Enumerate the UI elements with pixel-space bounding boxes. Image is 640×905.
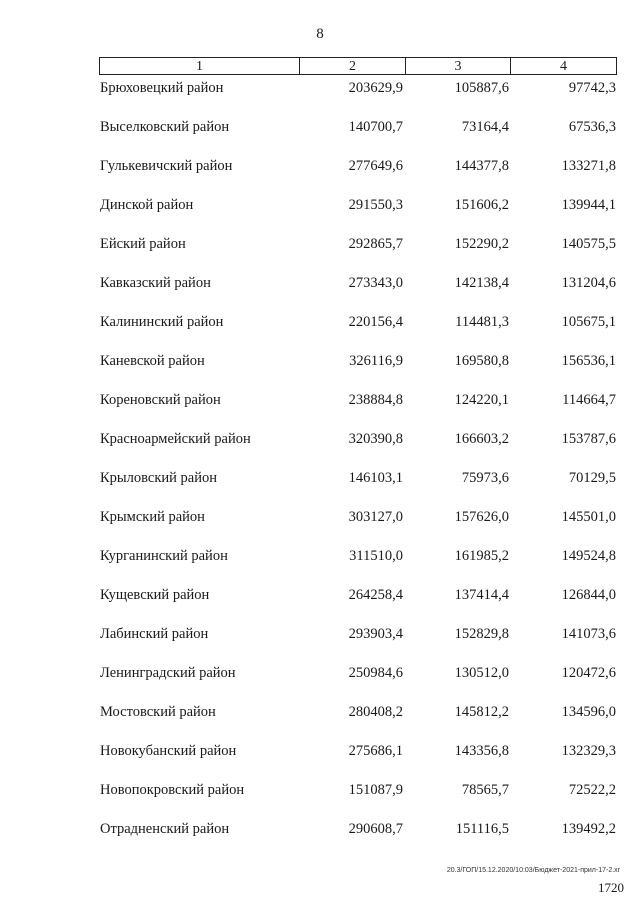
- value-col-4: 72522,2: [568, 782, 616, 798]
- value-col-4: 153787,6: [561, 431, 616, 447]
- value-col-2: 151087,9: [348, 782, 403, 798]
- table-row: [0, 197, 640, 236]
- value-col-3: 166603,2: [454, 431, 509, 447]
- value-col-4: 149524,8: [561, 548, 616, 564]
- table-row: [0, 587, 640, 626]
- value-col-4: 97742,3: [568, 80, 616, 96]
- value-col-2: 238884,8: [348, 392, 403, 408]
- district-name: Ленинградский район: [100, 665, 236, 681]
- table-row: [0, 665, 640, 704]
- value-col-4: 131204,6: [561, 275, 616, 291]
- table-row: [0, 314, 640, 353]
- value-col-3: 157626,0: [454, 509, 509, 525]
- district-name: Гулькевичский район: [100, 158, 233, 174]
- district-name: Новопокровский район: [100, 782, 245, 798]
- value-col-2: 290608,7: [348, 821, 403, 837]
- value-col-4: 145501,0: [561, 509, 616, 525]
- district-name: Мостовский район: [100, 704, 216, 720]
- table-row: [0, 782, 640, 821]
- value-col-2: 140700,7: [348, 119, 403, 135]
- column-header-1: 1: [196, 59, 203, 74]
- table-row: [0, 275, 640, 314]
- value-col-4: 133271,8: [561, 158, 616, 174]
- value-col-4: 114664,7: [562, 392, 616, 408]
- value-col-2: 293903,4: [348, 626, 403, 642]
- district-name: Крымский район: [100, 509, 205, 525]
- table-body: [0, 80, 640, 860]
- table-row: [0, 704, 640, 743]
- table-row: [0, 80, 640, 119]
- value-col-4: 140575,5: [561, 236, 616, 252]
- district-name: Выселковский район: [100, 119, 230, 135]
- table-row: [0, 119, 640, 158]
- value-col-2: 250984,6: [348, 665, 403, 681]
- column-header-4: 4: [510, 58, 616, 74]
- value-col-3: 152829,8: [454, 626, 509, 642]
- value-col-2: 203629,9: [348, 80, 403, 96]
- value-col-4: 141073,6: [561, 626, 616, 642]
- value-col-3: 75973,6: [461, 470, 509, 486]
- value-col-4: 132329,3: [561, 743, 616, 759]
- district-name: Кущевский район: [100, 587, 210, 603]
- value-col-4: 126844,0: [561, 587, 616, 603]
- value-col-2: 291550,3: [348, 197, 403, 213]
- value-col-3: 137414,4: [454, 587, 509, 603]
- sheet-number: 1720: [598, 880, 624, 895]
- value-col-4: 67536,3: [568, 119, 616, 135]
- value-col-4: 105675,1: [561, 314, 616, 330]
- value-col-3: 78565,7: [461, 782, 509, 798]
- table-row: [0, 509, 640, 548]
- district-name: Кавказский район: [100, 275, 211, 291]
- value-col-2: 277649,6: [348, 158, 403, 174]
- value-col-4: 156536,1: [561, 353, 616, 369]
- district-name: Лабинский район: [100, 626, 209, 642]
- value-col-3: 105887,6: [454, 80, 509, 96]
- value-col-3: 161985,2: [454, 548, 509, 564]
- value-col-3: 73164,4: [461, 119, 509, 135]
- district-name: Новокубанский район: [100, 743, 237, 759]
- value-col-3: 142138,4: [454, 275, 509, 291]
- district-name: Кореновский район: [100, 392, 221, 408]
- value-col-3: 143356,8: [454, 743, 509, 759]
- value-col-4: 139944,1: [561, 197, 616, 213]
- value-col-2: 320390,8: [348, 431, 403, 447]
- value-col-4: 139492,2: [561, 821, 616, 837]
- value-col-2: 280408,2: [348, 704, 403, 720]
- table-row: [0, 626, 640, 665]
- value-col-3: 124220,1: [454, 392, 509, 408]
- value-col-3: 145812,2: [454, 704, 509, 720]
- column-header-2: 2: [299, 58, 405, 74]
- value-col-4: 120472,6: [561, 665, 616, 681]
- table-header-row: [99, 57, 617, 75]
- document-code: 20.3/ГОП/15.12.2020/10:03/Бюджет-2021-прил-17-2.xr: [446, 867, 620, 874]
- value-col-2: 303127,0: [348, 509, 403, 525]
- value-col-2: 146103,1: [348, 470, 403, 486]
- value-col-2: 326116,9: [349, 353, 403, 369]
- value-col-2: 311510,0: [349, 548, 403, 564]
- value-col-4: 134596,0: [561, 704, 616, 720]
- value-col-3: 151606,2: [454, 197, 509, 213]
- table-row: [0, 743, 640, 782]
- value-col-4: 70129,5: [568, 470, 616, 486]
- table-row: [0, 431, 640, 470]
- table-row: [0, 548, 640, 587]
- page-number: 8: [316, 26, 324, 42]
- value-col-3: 151116,5: [455, 821, 509, 837]
- value-col-3: 152290,2: [454, 236, 509, 252]
- value-col-2: 275686,1: [348, 743, 403, 759]
- value-col-3: 144377,8: [454, 158, 509, 174]
- value-col-3: 130512,0: [454, 665, 509, 681]
- table-row: [0, 392, 640, 431]
- district-name: Курганинский район: [100, 548, 228, 564]
- value-col-2: 292865,7: [348, 236, 403, 252]
- table-row: [0, 236, 640, 275]
- district-name: Ейский район: [100, 236, 186, 252]
- district-name: Отрадненский район: [100, 821, 230, 837]
- value-col-2: 273343,0: [348, 275, 403, 291]
- value-col-3: 114481,3: [455, 314, 509, 330]
- table-row: [0, 821, 640, 860]
- district-name: Крыловский район: [100, 470, 217, 486]
- district-name: Каневской район: [100, 353, 205, 369]
- value-col-2: 220156,4: [348, 314, 403, 330]
- value-col-2: 264258,4: [348, 587, 403, 603]
- district-name: Динской район: [100, 197, 194, 213]
- table-row: [0, 353, 640, 392]
- column-header-3: 3: [405, 58, 510, 74]
- value-col-3: 169580,8: [454, 353, 509, 369]
- table-row: [0, 470, 640, 509]
- district-name: Калининский район: [100, 314, 224, 330]
- district-name: Брюховецкий район: [100, 80, 224, 96]
- district-name: Красноармейский район: [100, 431, 251, 447]
- table-row: [0, 158, 640, 197]
